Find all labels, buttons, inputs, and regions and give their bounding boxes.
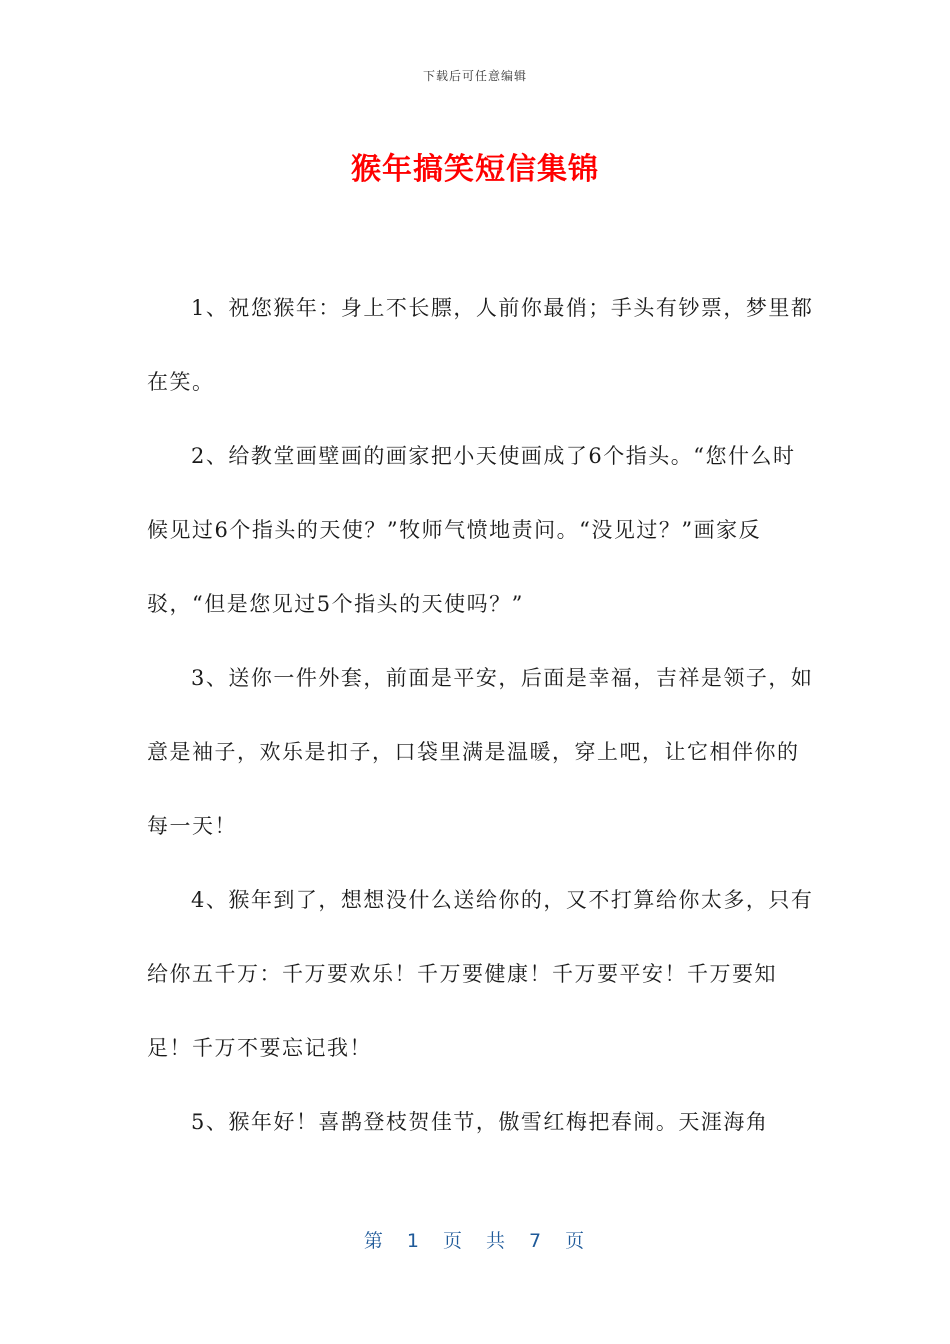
header-note: 下载后可任意编辑 <box>422 69 527 83</box>
document-body <box>147 271 817 1159</box>
document-title: 猴年搞笑短信集锦 <box>351 152 599 187</box>
paragraph-1: 1、祝您猴年：身上不长膘，人前你最俏；手头有钞票，梦里都在笑。 <box>147 296 814 394</box>
page-number-footer: 第 1 页 共 7 页 <box>363 1230 587 1252</box>
paragraph-3: 3、送你一件外套，前面是平安，后面是幸福，吉祥是领子，如意是袖子，欢乐是扣子，口袋里满是温暖，穿上吧，让它相伴你的每一天！ <box>147 666 814 838</box>
paragraph-4: 4、猴年到了，想想没什么送给你的，又不打算给你太多，只有给你五千万：千万要欢乐！千万要健康！千万要平安！千万要知足！千万不要忘记我！ <box>147 888 814 1060</box>
paragraph-5: 5、猴年好！喜鹊登枝贺佳节，傲雪红梅把春闹。天涯海角 <box>191 1110 769 1134</box>
paragraph-2: 2、给教堂画壁画的画家把小天使画成了6个指头。“您什么时候见过6个指头的天使？”牧师气愤地责问。“没见过？”画家反驳，“但是您见过5个指头的天使吗？” <box>147 444 796 616</box>
